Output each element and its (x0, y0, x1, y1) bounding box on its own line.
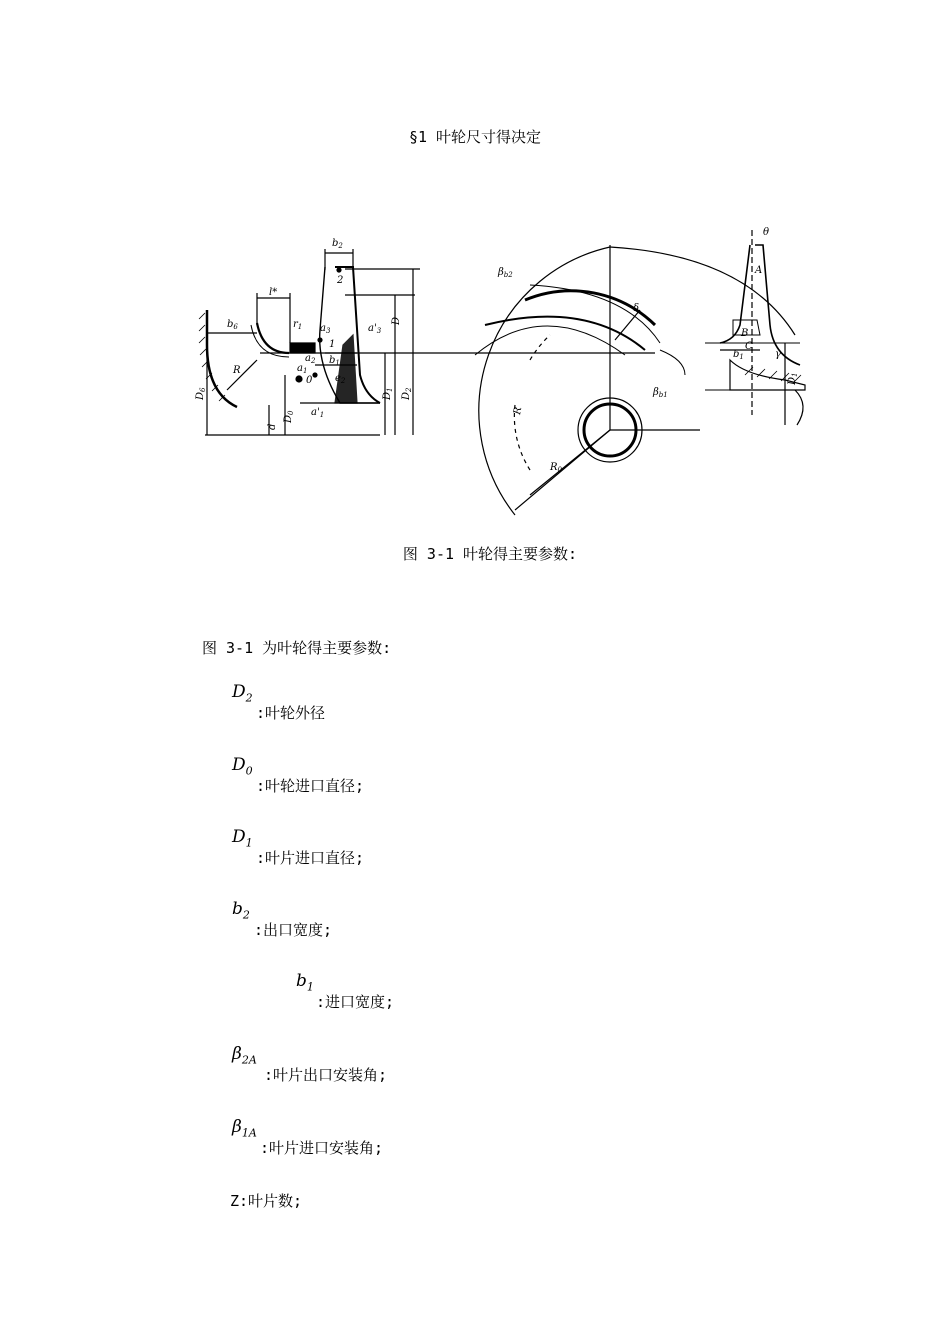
label-beta-b1: $\beta_{b1}$ (653, 387, 668, 399)
param-definition: :进口宽度; (316, 993, 395, 1012)
param-definition: :叶片进口直径; (256, 849, 365, 868)
label-e2: $e_2$ (335, 373, 346, 385)
param-symbol: $b_2$ (232, 899, 250, 922)
label-D6: $D_6$ (195, 387, 207, 400)
label-a2: $a_2$ (305, 353, 316, 365)
label-a1-prime: $a'_1$ (311, 407, 325, 419)
label-R-big: R (512, 406, 525, 416)
param-symbol: $D_0$ (232, 755, 253, 778)
label-A: A (755, 265, 763, 276)
param-symbol: $D_2$ (232, 682, 253, 705)
param-item (232, 755, 364, 796)
param-symbol: $b_1$ (296, 971, 314, 994)
intro-text: 图 3-1 为叶轮得主要参数: (202, 639, 392, 657)
param-symbol: $\beta_{2A}$ (232, 1044, 257, 1067)
label-D0: $D_0$ (283, 410, 295, 423)
param-item (232, 827, 364, 868)
label-b2: $b_2$ (332, 238, 343, 250)
param-item (296, 971, 394, 1012)
param-definition: :叶片进口安装角; (260, 1139, 384, 1158)
param-symbol: $\beta_{1A}$ (232, 1117, 257, 1140)
param-definition: :出口宽度; (254, 921, 333, 940)
figure-caption: 图 3-1 叶轮得主要参数: (402, 545, 578, 563)
label-a3-prime: $a'_3$ (368, 323, 382, 335)
param-symbol: $D_1$ (232, 827, 253, 850)
label-b6: $b_6$ (227, 319, 238, 331)
label-R0: $R_0$ (550, 462, 562, 474)
label-l: l* (269, 287, 278, 298)
label-D1-right: $D_1$ (787, 372, 799, 385)
label-D1: $D_1$ (382, 387, 394, 400)
impeller-figure (185, 225, 825, 520)
label-theta: θ (763, 227, 770, 238)
param-definition: :叶轮进口直径; (256, 777, 365, 796)
param-item (232, 1044, 387, 1085)
label-b1-right: $b_1$ (733, 349, 744, 361)
label-beta-b2: $\beta_{b2}$ (498, 267, 513, 279)
label-point-1: 1 (329, 339, 336, 350)
param-item (232, 899, 332, 940)
blade-count-text: Z:叶片数; (230, 1192, 303, 1210)
label-a1: $a_1$ (297, 363, 308, 375)
param-item (232, 1117, 383, 1158)
label-D: D (391, 316, 402, 325)
label-point-2: 2 (337, 275, 344, 286)
param-definition: :叶片出口安装角; (264, 1066, 388, 1085)
label-D2: $D_2$ (401, 387, 413, 400)
label-C: C (745, 341, 753, 352)
label-d: d (267, 423, 278, 430)
label-gamma: γ (775, 349, 781, 360)
label-B: B (741, 328, 749, 339)
label-R: R (233, 365, 241, 376)
label-a3: $a_3$ (320, 323, 331, 335)
label-r1: $r_1$ (293, 319, 303, 331)
param-definition: :叶轮外径 (256, 704, 326, 723)
section-heading: §1 叶轮尺寸得决定 (408, 128, 542, 146)
label-b1: $b_1$ (329, 355, 340, 367)
param-item (232, 682, 325, 723)
label-point-0: 0 (306, 375, 313, 386)
label-delta: δ (633, 303, 640, 314)
